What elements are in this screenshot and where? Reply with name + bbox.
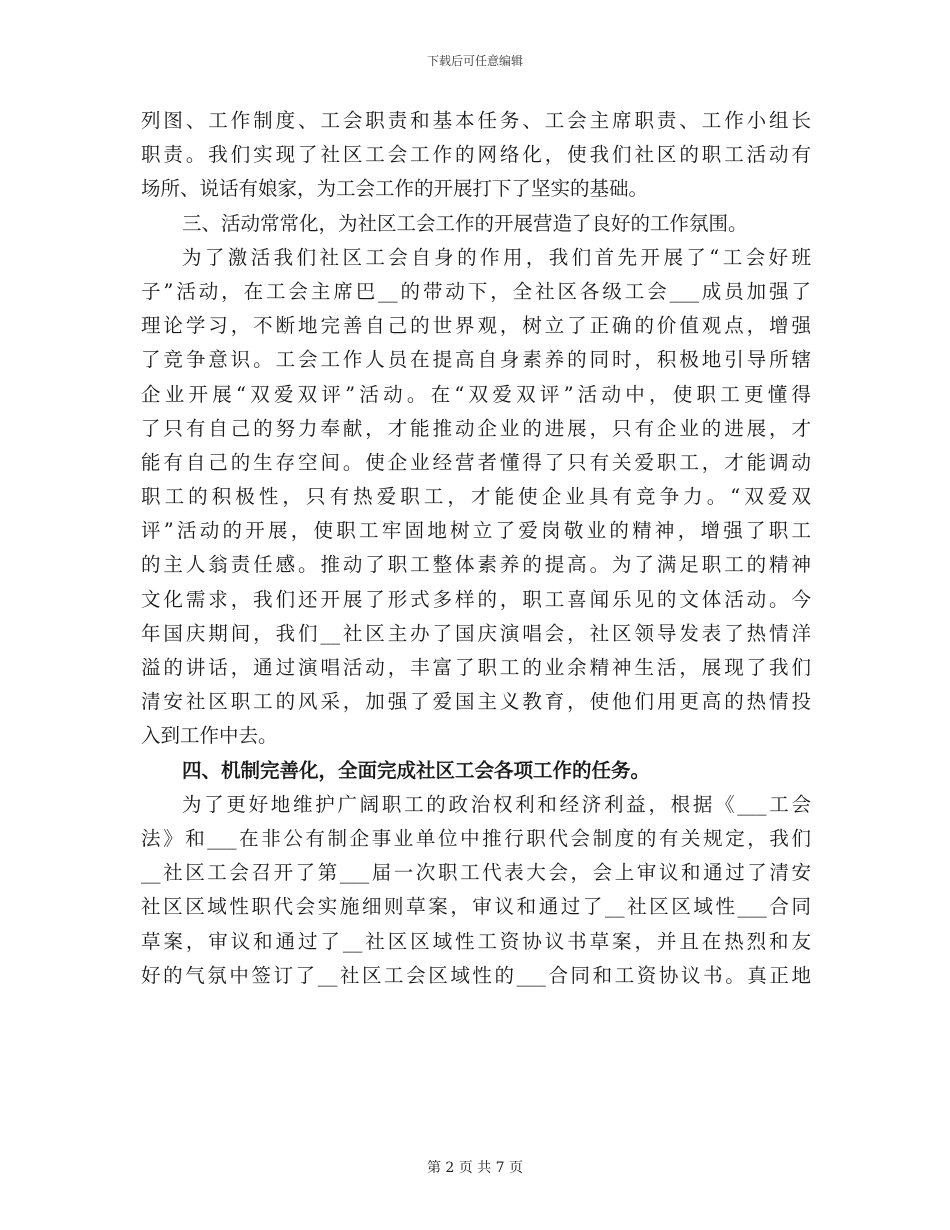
text-line: 为了更好地维护广阔职工的政治权利和经济利益，根据《___工会 bbox=[181, 792, 811, 816]
page-header: 下载后可任意编辑 bbox=[426, 54, 523, 68]
document-body bbox=[141, 104, 811, 993]
text-line: 四、机制完善化，全面完成社区工会各项工作的任务。 bbox=[181, 758, 650, 782]
text-line: 列图、工作制度、工会职责和基本任务、工会主席职责、工作小组长 bbox=[141, 109, 811, 132]
text-line: __社区工会召开了第___届一次职工代表大会，会上审议和通过了清安 bbox=[141, 861, 811, 885]
text-line: 子”活动，在工会主席巴__的带动下，全社区各级工会___成员加强了 bbox=[141, 279, 811, 303]
text-line: 年国庆期间，我们__社区主办了国庆演唱会，社区领导发表了热情洋 bbox=[141, 621, 811, 645]
text-line: 理论学习，不断地完善自己的世界观，树立了正确的价值观点，增强 bbox=[141, 314, 811, 338]
text-line: 文化需求，我们还开展了形式多样的，职工喜闻乐见的文体活动。今 bbox=[141, 587, 811, 611]
page-footer: 第 2 页 共 7 页 bbox=[426, 1160, 524, 1176]
text-line: 职工的积极性，只有热爱职工，才能使企业具有竞争力。“双爱双 bbox=[141, 485, 811, 509]
text-line: 场所、说话有娘家，为工会工作的开展打下了坚实的基础。 bbox=[141, 177, 649, 201]
text-line: 社区区域性职代会实施细则草案，审议和通过了__社区区域性___合同 bbox=[141, 895, 811, 919]
text-line: 企业开展“双爱双评”活动。在“双爱双评”活动中，使职工更懂得 bbox=[141, 382, 811, 406]
text-line: 入到工作中去。 bbox=[141, 724, 278, 748]
text-line: 了只有自己的努力奉献，才能推动企业的进展，只有企业的进展，才 bbox=[141, 416, 811, 440]
text-line: 溢的讲话，通过演唱活动，丰富了职工的业余精神生活，展现了我们 bbox=[141, 656, 811, 679]
text-line: 好的气氛中签订了__社区工会区域性的___合同和工资协议书。真正地 bbox=[141, 963, 811, 987]
text-line: 清安社区职工的风采，加强了爱国主义教育，使他们用更高的热情投 bbox=[141, 690, 811, 714]
text-line: 法》和___在非公有制企事业单位中推行职代会制度的有关规定，我们 bbox=[141, 826, 811, 850]
text-line: 的主人翁责任感。推动了职工整体素养的提高。为了满足职工的精神 bbox=[141, 553, 811, 577]
text-line: 三、活动常常化，为社区工会工作的开展营造了良好的工作氛围。 bbox=[181, 211, 748, 235]
text-line: 评”活动的开展，使职工牢固地树立了爱岗敬业的精神，增强了职工 bbox=[141, 519, 811, 543]
text-line: 草案，审议和通过了__社区区域性工资协议书草案，并且在热烈和友 bbox=[141, 929, 811, 953]
text-line: 了竞争意识。工会工作人员在提高自身素养的同时，积极地引导所辖 bbox=[141, 348, 811, 372]
text-line: 为了激活我们社区工会自身的作用，我们首先开展了“工会好班 bbox=[181, 245, 811, 269]
text-line: 能有自己的生存空间。使企业经营者懂得了只有关爱职工，才能调动 bbox=[141, 450, 811, 474]
text-line: 职责。我们实现了社区工会工作的网络化，使我们社区的职工活动有 bbox=[141, 143, 811, 167]
